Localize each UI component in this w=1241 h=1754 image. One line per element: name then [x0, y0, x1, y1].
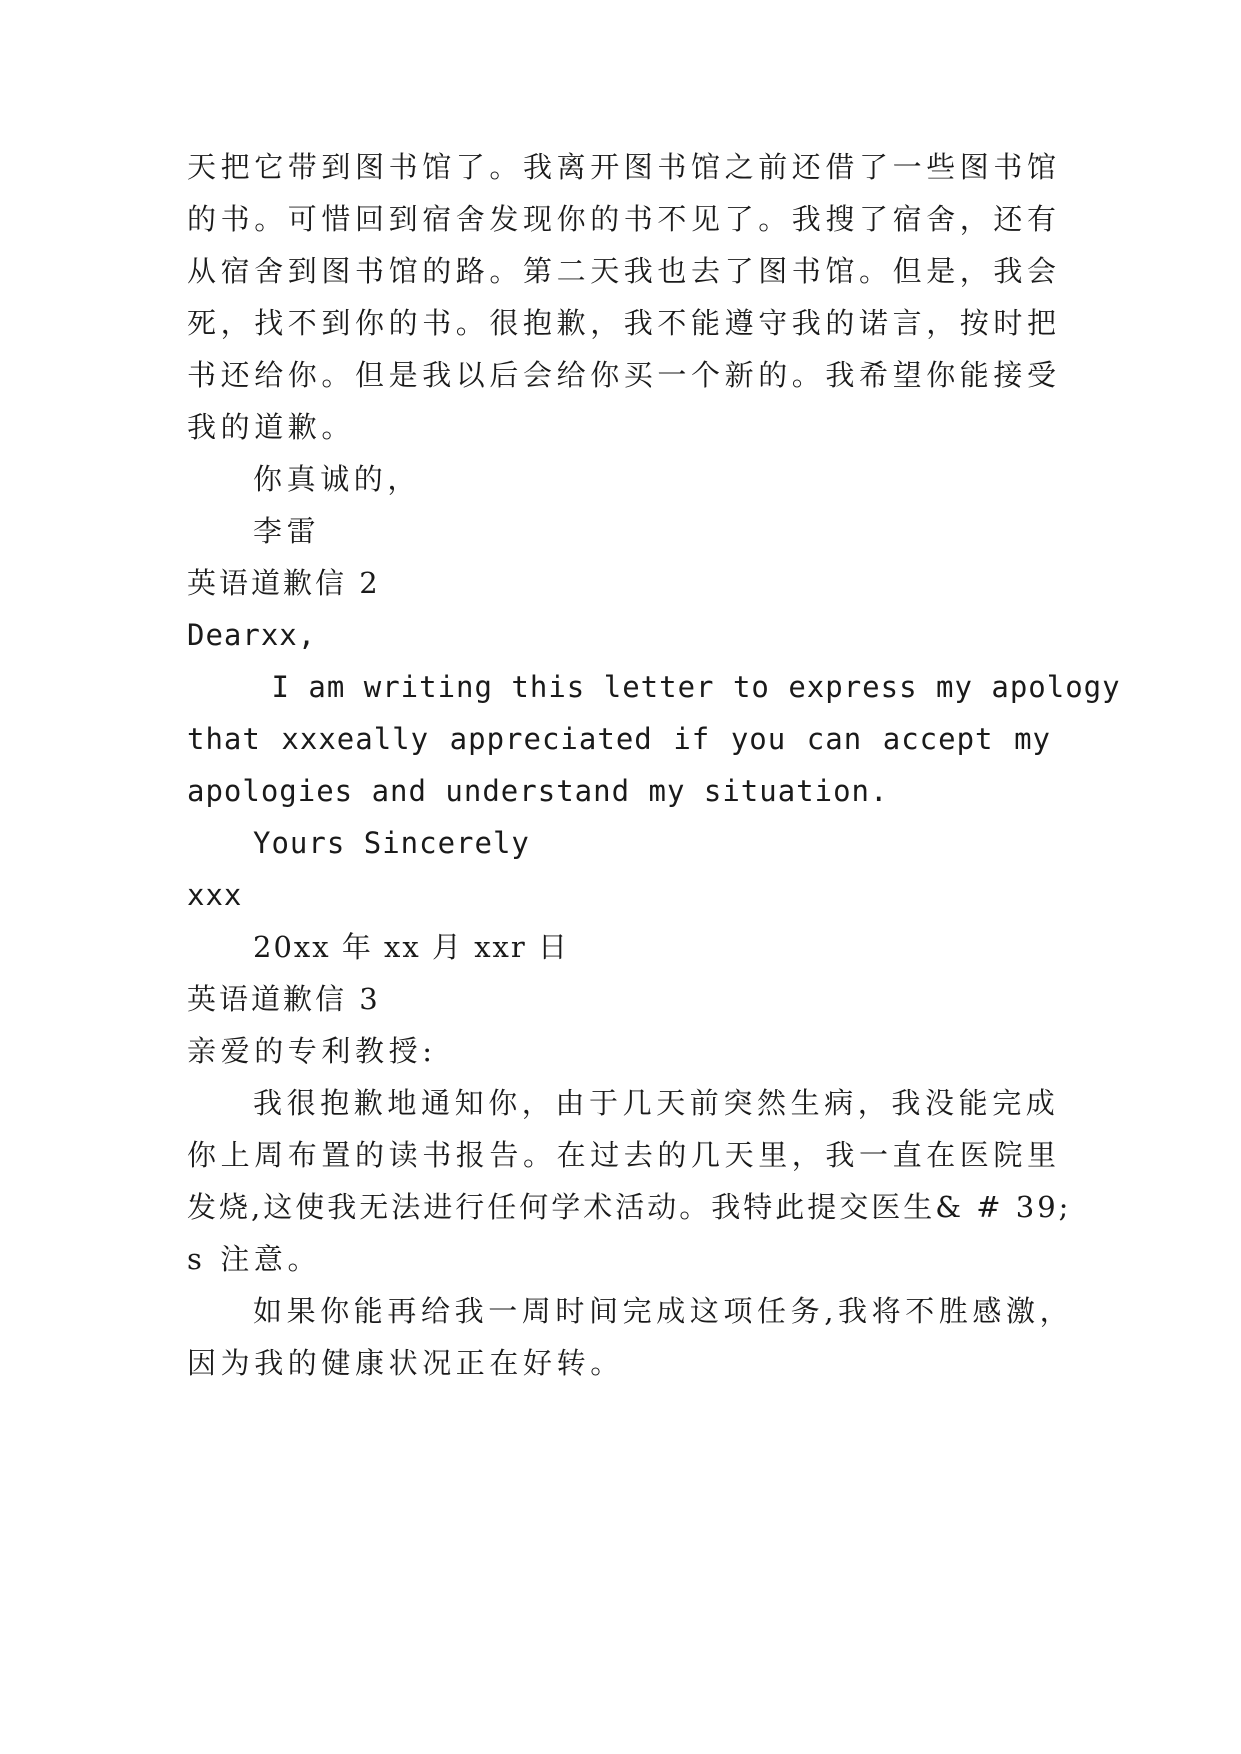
signature-name: xxx: [187, 878, 243, 912]
paragraph-line: 书还给你。但是我以后会给你买一个新的。我希望你能接受: [187, 358, 1061, 392]
closing-salutation: Yours Sincerely: [253, 826, 530, 860]
paragraph-line: 因为我的健康状况正在好转。: [187, 1346, 624, 1380]
section-heading: 英语道歉信 2: [187, 566, 381, 600]
paragraph-line: 天把它带到图书馆了。我离开图书馆之前还借了一些图书馆: [187, 150, 1061, 184]
paragraph-line: that xxxeally appreciated if you can accept my: [187, 722, 1051, 756]
paragraph-line: 死，找不到你的书。很抱歉，我不能遵守我的诺言，按时把: [187, 306, 1061, 340]
section-heading: 英语道歉信 3: [187, 982, 381, 1016]
paragraph-line: I am writing this letter to express my apology: [253, 670, 1121, 704]
letter-date: 20xx 年 xx 月 xxr 日: [253, 930, 569, 964]
paragraph-line: 如果你能再给我一周时间完成这项任务,我将不胜感激，: [253, 1294, 1074, 1328]
paragraph-line: 发烧,这使我无法进行任何学术活动。我特此提交医生& # 39;: [187, 1190, 1072, 1224]
paragraph-line: 的书。可惜回到宿舍发现你的书不见了。我搜了宿舍，还有: [187, 202, 1061, 236]
closing-salutation: 你真诚的，: [253, 462, 422, 496]
paragraph-line: 我的道歉。: [187, 410, 356, 444]
letter-greeting: 亲爱的专利教授:: [187, 1034, 437, 1068]
paragraph-line: s 注意。: [187, 1242, 322, 1276]
paragraph-line: 从宿舍到图书馆的路。第二天我也去了图书馆。但是，我会: [187, 254, 1061, 288]
signature-name: 李雷: [253, 514, 321, 548]
paragraph-line: 你上周布置的读书报告。在过去的几天里，我一直在医院里: [187, 1138, 1061, 1172]
paragraph-line: 我很抱歉地通知你，由于几天前突然生病，我没能完成: [253, 1086, 1060, 1120]
letter-greeting: Dearxx,: [187, 618, 317, 652]
paragraph-line: apologies and understand my situation.: [187, 774, 889, 808]
